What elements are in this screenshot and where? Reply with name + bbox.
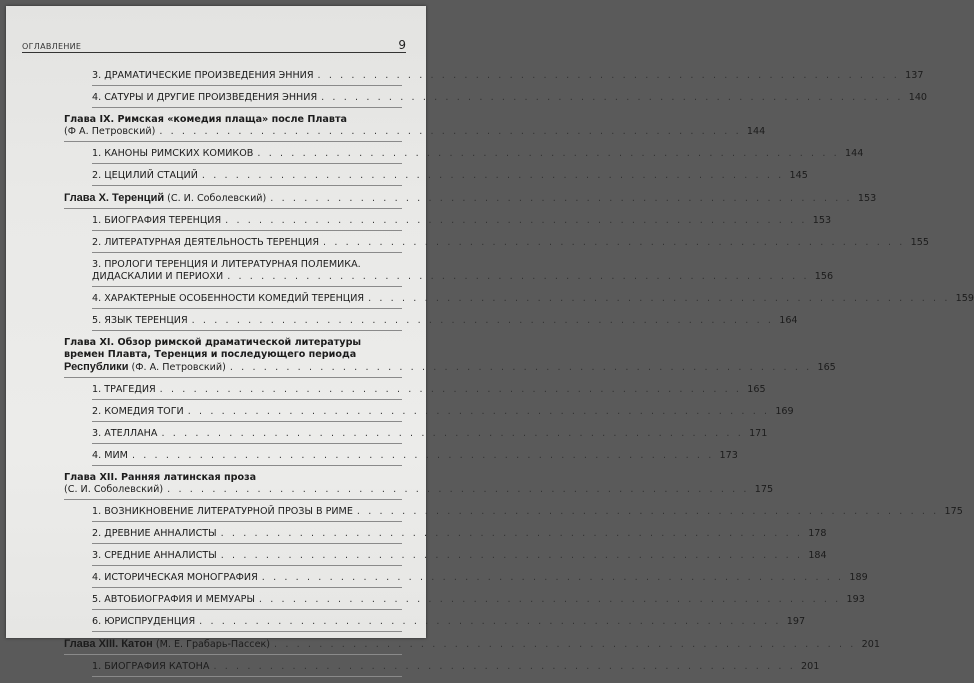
toc-entry (64, 484, 774, 500)
entry-title: 1. БИОГРАФИЯ ТЕРЕНЦИЯ (92, 215, 222, 226)
leader-dots: . . . . . . . . . . . . . . . . . . . . . . . . . . . . . . . . . . . . . . . . . . . . . . . . . . . . (257, 148, 840, 159)
entry-page: 155 (910, 237, 929, 248)
entry-page: 193 (846, 594, 865, 605)
chapter-title-bold: Глава XIII. Катон (64, 638, 153, 650)
leader-dots: . . . . . . . . . . . . . . . . . . . . . . . . . . . . . . . . . . . . . . . . . . . . . . . . . . . . (201, 170, 784, 181)
toc-entry-line: 3. ПРОЛОГИ ТЕРЕНЦИЯ И ЛИТЕРАТУРНАЯ ПОЛЕМИКА. (92, 259, 361, 270)
leader-dots: . . . . . . . . . . . . . . . . . . . . . . . . . . . . . . . . . . . . . . . . . . . . . . . . . . . . (187, 406, 770, 417)
toc-entry (92, 572, 868, 588)
leader-dots: . . . . . . . . . . . . . . . . . . . . . . . . . . . . . . . . . . . . . . . . . . . . . . . . . . . . (131, 450, 714, 461)
leader-dots: . . . . . . . . . . . . . . . . . . . . . . . . . . . . . . . . . . . . . . . . . . . . . . . . . . . . (199, 616, 782, 627)
entry-page: 140 (908, 92, 928, 103)
leader-dots: . . . . . . . . . . . . . . . . . . . . . . . . . . . . . . . . . . . . . . . . . . . . . . . . . . . . (191, 315, 774, 326)
toc-entry (92, 215, 832, 231)
entry-page: 164 (779, 315, 798, 326)
entry-title: 4. САТУРЫ И ДРУГИЕ ПРОИЗВЕДЕНИЯ ЭННИЯ (92, 92, 318, 103)
leader-dots: . . . . . . . . . . . . . . . . . . . . . . . . . . . . . . . . . . . . . . . . . . . . . . . . . . . . (321, 92, 904, 103)
entry-page: 137 (905, 70, 924, 81)
toc-entry (64, 126, 766, 142)
entry-page: 159 (955, 293, 974, 304)
toc-entry (92, 428, 768, 444)
entry-title: 5. АВТОБИОГРАФИЯ И МЕМУАРЫ (92, 594, 255, 605)
leader-dots: . . . . . . . . . . . . . . . . . . . . . . . . . . . . . . . . . . . . . . . . . . . . . . . . . . . . (213, 661, 796, 672)
toc-entry (92, 148, 864, 164)
toc-entry (92, 384, 766, 400)
entry-page: 144 (746, 126, 766, 137)
toc-entry (92, 237, 929, 253)
book-page (6, 6, 974, 672)
toc-entry (92, 170, 808, 186)
entry-title: 2. КОМЕДИЯ ТОГИ (92, 406, 184, 417)
header-title: ОГЛАВЛЕНИЕ (22, 42, 82, 51)
toc-entry (64, 192, 877, 209)
entry-page: 165 (747, 384, 766, 395)
entry-page: 189 (849, 572, 868, 583)
entry-page: 197 (786, 616, 806, 627)
entry-title: 4. ИСТОРИЧЕСКАЯ МОНОГРАФИЯ (92, 572, 258, 583)
leader-dots: . . . . . . . . . . . . . . . . . . . . . . . . . . . . . . . . . . . . . . . . . . . . . . . . . . . . (274, 639, 856, 650)
leader-dots: . . . . . . . . . . . . . . . . . . . . . . . . . . . . . . . . . . . . . . . . . . . . . . . . . . . . (220, 550, 803, 561)
entry-title: ДИДАСКАЛИИ И ПЕРИОХИ (92, 271, 224, 282)
leader-dots: . . . . . . . . . . . . . . . . . . . . . . . . . . . . . . . . . . . . . . . . . . . . . . . . . . . . (270, 193, 853, 204)
entry-title: 3. АТЕЛЛАНА (92, 428, 158, 439)
entry-title: 1. ТРАГЕДИЯ (92, 384, 156, 395)
entry-page: 184 (808, 550, 827, 561)
leader-dots: . . . . . . . . . . . . . . . . . . . . . . . . . . . . . . . . . . . . . . . . . . . . . . . . . . . . (323, 237, 905, 248)
toc-entry (92, 616, 806, 632)
entry-page: 153 (812, 215, 832, 226)
entry-page: 153 (857, 193, 877, 204)
entry-title: 2. ЛИТЕРАТУРНАЯ ДЕЯТЕЛЬНОСТЬ ТЕРЕНЦИЯ (92, 237, 320, 248)
entry-title: 4. ХАРАКТЕРНЫЕ ОСОБЕННОСТИ КОМЕДИЙ ТЕРЕНЦИЯ (92, 293, 365, 304)
toc-entry (92, 293, 974, 309)
leader-dots: . . . . . . . . . . . . . . . . . . . . . . . . . . . . . . . . . . . . . . . . . . . . . . . . . . . . (317, 70, 900, 81)
table-of-contents (64, 70, 974, 683)
chapter-title-bold: Глава XI. Обзор римской драматической литературы (64, 337, 362, 348)
chapter-author: (Ф А. Петровский) (64, 126, 156, 137)
entry-title: 3. ДРАМАТИЧЕСКИЕ ПРОИЗВЕДЕНИЯ ЭННИЯ (92, 70, 314, 81)
chapter-author: (С. И. Соболевский) (64, 484, 164, 495)
toc-entry (92, 315, 798, 331)
chapter-author: (С. И. Соболевский) (164, 193, 267, 204)
chapter-title-line (64, 472, 402, 484)
entry-title (64, 638, 270, 651)
leader-dots: . . . . . . . . . . . . . . . . . . . . . . . . . . . . . . . . . . . . . . . . . . . . . . . . . . . . (167, 484, 750, 495)
chapter-title-bold: Глава XII. Ранняя латинская проза (64, 472, 257, 483)
entry-title: 2. ЦЕЦИЛИЙ СТАЦИЙ (92, 170, 198, 181)
chapter-title-bold: Республики (64, 361, 129, 373)
chapter-title-bold: Глава X. Теренций (64, 192, 165, 204)
entry-title: 1. КАНОНЫ РИМСКИХ КОМИКОВ (92, 148, 254, 159)
entry-page: 171 (749, 428, 768, 439)
entry-title: 6. ЮРИСПРУДЕНЦИЯ (92, 616, 196, 627)
toc-entry (92, 661, 820, 677)
leader-dots: . . . . . . . . . . . . . . . . . . . . . . . . . . . . . . . . . . . . . . . . . . . . . . . . . . . . (161, 428, 744, 439)
entry-page: 169 (775, 406, 794, 417)
entry-title: 1. БИОГРАФИЯ КАТОНА (92, 661, 210, 672)
toc-entry (92, 406, 794, 422)
entry-title (64, 361, 226, 374)
entry-page: 173 (719, 450, 738, 461)
entry-title (64, 192, 266, 205)
leader-dots: . . . . . . . . . . . . . . . . . . . . . . . . . . . . . . . . . . . . . . . . . . . . . . . . . . . . (356, 506, 939, 517)
chapter-title-line (64, 349, 402, 361)
chapter-title-line (64, 337, 402, 349)
entry-page: 201 (861, 639, 880, 650)
chapter-title-bold: Глава IX. Римская «комедия плаща» после Плавта (64, 114, 347, 125)
leader-dots: . . . . . . . . . . . . . . . . . . . . . . . . . . . . . . . . . . . . . . . . . . . . . . . . . . . . (225, 215, 808, 226)
toc-entry (64, 361, 836, 378)
running-header (22, 38, 406, 53)
toc-entry (92, 271, 834, 287)
entry-page: 175 (754, 484, 774, 495)
toc-entry (92, 528, 827, 544)
entry-title (64, 126, 155, 138)
chapter-title-bold: времен Плавта, Теренция и последующего периода (64, 349, 357, 360)
entry-page: 144 (844, 148, 864, 159)
toc-entry (92, 550, 827, 566)
leader-dots: . . . . . . . . . . . . . . . . . . . . . . . . . . . . . . . . . . . . . . . . . . . . . . . . . . . . (227, 271, 810, 282)
leader-dots: . . . . . . . . . . . . . . . . . . . . . . . . . . . . . . . . . . . . . . . . . . . . . . . . . . . . (368, 293, 950, 304)
entry-title: 1. ВОЗНИКНОВЕНИЕ ЛИТЕРАТУРНОЙ ПРОЗЫ В РИМЕ (92, 506, 353, 517)
chapter-title-line (64, 114, 402, 126)
chapter-author: (Ф. А. Петровский) (128, 362, 226, 373)
leader-dots: . . . . . . . . . . . . . . . . . . . . . . . . . . . . . . . . . . . . . . . . . . . . . . . . . . . . (229, 362, 812, 373)
entry-title: 3. СРЕДНИЕ АННАЛИСТЫ (92, 550, 217, 561)
chapter-author: (М. Е. Грабарь-Пассек) (152, 639, 271, 650)
page-number: 9 (398, 38, 406, 52)
toc-entry (92, 450, 738, 466)
entry-title: 5. ЯЗЫК ТЕРЕНЦИЯ (92, 315, 188, 326)
entry-title: 2. ДРЕВНИЕ АННАЛИСТЫ (92, 528, 217, 539)
entry-title: 4. МИМ (92, 450, 128, 461)
toc-entry (64, 638, 880, 655)
entry-page: 201 (801, 661, 820, 672)
entry-page: 178 (808, 528, 827, 539)
toc-entry (92, 70, 924, 86)
entry-title (64, 484, 163, 496)
leader-dots: . . . . . . . . . . . . . . . . . . . . . . . . . . . . . . . . . . . . . . . . . . . . . . . . . . . . (159, 126, 742, 137)
leader-dots: . . . . . . . . . . . . . . . . . . . . . . . . . . . . . . . . . . . . . . . . . . . . . . . . . . . . (220, 528, 803, 539)
entry-page: 175 (944, 506, 963, 517)
leader-dots: . . . . . . . . . . . . . . . . . . . . . . . . . . . . . . . . . . . . . . . . . . . . . . . . . . . . (261, 572, 844, 583)
toc-entry (92, 594, 865, 610)
toc-entry (92, 506, 963, 522)
entry-page: 165 (817, 362, 836, 373)
leader-dots: . . . . . . . . . . . . . . . . . . . . . . . . . . . . . . . . . . . . . . . . . . . . . . . . . . . . (159, 384, 742, 395)
entry-page: 156 (814, 271, 834, 282)
entry-page: 145 (789, 170, 808, 181)
toc-entry (92, 92, 928, 108)
leader-dots: . . . . . . . . . . . . . . . . . . . . . . . . . . . . . . . . . . . . . . . . . . . . . . . . . . . . (258, 594, 841, 605)
